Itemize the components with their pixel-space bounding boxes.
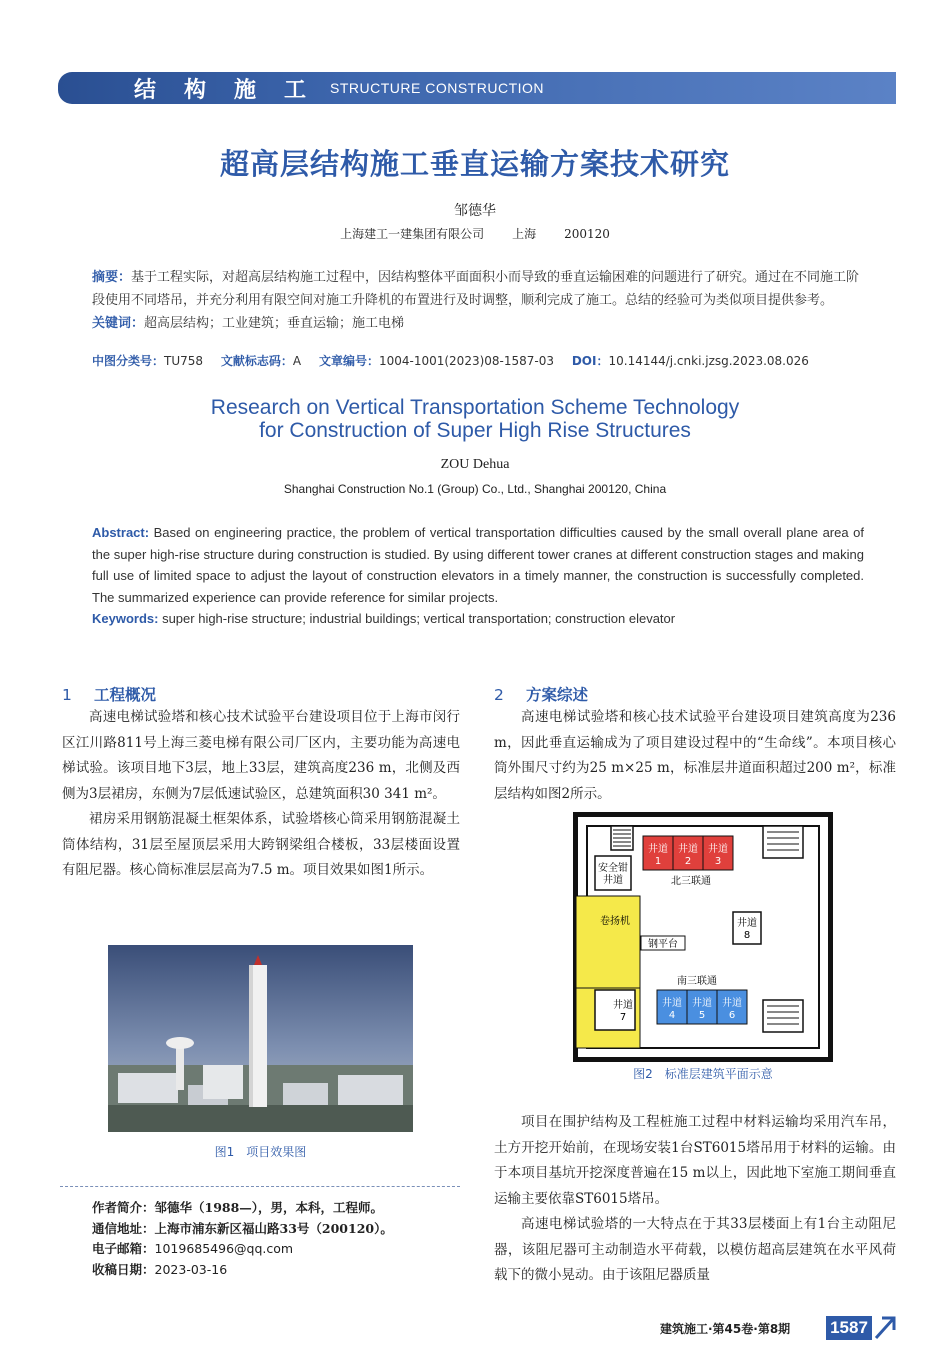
section-banner <box>58 72 896 104</box>
section-title: 工程概况 <box>94 686 157 704</box>
bio-text: 邹德华（1988—），男，本科，工程师。 <box>154 1200 384 1215</box>
clc-value: TU758 <box>164 354 204 368</box>
section-2-body-2 <box>494 1110 896 1289</box>
label-shaft: 井道 <box>613 1000 633 1011</box>
abstract-en <box>92 522 864 630</box>
email-row <box>92 1239 393 1260</box>
date-text: 2023-03-16 <box>154 1261 228 1277</box>
art-value: 1004-1001(2023)08-1587-03 <box>378 354 555 368</box>
addr-label: 通信地址： <box>92 1220 155 1236</box>
affiliation-zip: 200120 <box>564 227 610 241</box>
section-title: 方案综述 <box>526 686 589 704</box>
paragraph: 高速电梯试验塔和核心技术试验平台建设项目位于上海市闵行区江川路811号上海三菱电梯有限公司厂区内，主要功能为高速电梯试验。该项目地下3层，地上33层，建筑高度236 m，北侧及西侧为3层裙房，东侧为7层低速试验区，总建筑面积30 341 m²。 <box>62 709 460 802</box>
doc-value: A <box>292 354 302 368</box>
author-zh: 邹德华 <box>454 203 496 219</box>
date-label: 收稿日期： <box>92 1261 155 1277</box>
section-1-heading <box>62 683 156 705</box>
date-row <box>92 1260 393 1281</box>
figure-1-caption: 图1 项目效果图 <box>214 1145 307 1159</box>
keywords-en-label: Keywords: <box>92 611 159 626</box>
label-shaft-num: 7 <box>619 1012 627 1023</box>
section-title-zh: 结构施工 <box>134 77 335 103</box>
affiliation-city: 上海 <box>512 227 537 241</box>
label-shaft: 井道 <box>692 998 712 1009</box>
doi-label: DOI： <box>571 354 609 368</box>
affiliation-org: 上海建工一建集团有限公司 <box>340 227 485 241</box>
art-label: 文章编号： <box>318 354 379 368</box>
page-number: 1587 <box>826 1316 872 1340</box>
abstract-label: 摘要： <box>92 270 132 285</box>
doc-label: 文献标志码： <box>220 354 293 368</box>
label-shaft-num: 4 <box>668 1010 676 1021</box>
paper-title-zh: 超高层结构施工垂直运输方案技术研究 <box>219 147 730 181</box>
label-shaft-num: 1 <box>654 856 662 867</box>
abstract-zh <box>92 266 864 335</box>
paper-title-en <box>0 396 950 442</box>
clc-label: 中图分类号： <box>92 354 165 368</box>
label-shaft-num: 6 <box>728 1010 736 1021</box>
author-footnote <box>92 1198 393 1280</box>
abstract-text: 基于工程实际，对超高层结构施工过程中，因结构整体平面面积小而导致的垂直运输困难的问题进行了研究。通过在不同施工阶段使用不同塔吊，并充分利用有限空间对施工升降机的布置进行及时调整，顺利完成了施工。总结的经验可为类似项目提供参考。 <box>92 270 860 308</box>
addr-text: 上海市浦东新区福山路33号（200120）。 <box>154 1220 393 1236</box>
affiliation-zh <box>0 225 950 242</box>
bio-label: 作者简介： <box>92 1200 155 1215</box>
bio-row <box>92 1198 393 1219</box>
email-text: 1019685496@qq.com <box>154 1241 294 1256</box>
paragraph: 高速电梯试验塔的一大特点在于其33层楼面上有1台主动阻尼器，该阻尼器可主动制造水平荷载，以模仿超高层建筑在水平风荷载下的微小晃动。由于该阻尼器质量 <box>494 1216 896 1283</box>
figure-2-caption: 图2 标准层建筑平面示意 <box>633 1067 773 1081</box>
section-2-heading <box>494 683 588 705</box>
paragraph: 项目在围护结构及工程桩施工过程中材料运输均采用汽车吊，土方开挖开始前，在现场安装1台ST6015塔吊用于材料的运输。由于本项目基坑开挖深度普遍在15 m以上，因此地下室施工期间垂直运输主要依靠ST6015塔吊。 <box>494 1114 896 1207</box>
paragraph: 裙房采用钢筋混凝土框架体系，试验塔核心筒采用钢筋混凝土筒体结构，31层至屋顶层采用大跨钢梁组合楼板，33层楼面设置有阻尼器。核心筒标准层层高为7.5 m。项目效果如图1所示。 <box>62 811 460 878</box>
address-row <box>92 1219 393 1240</box>
figure-1-image <box>108 945 413 1132</box>
label-shaft-num: 5 <box>698 1010 706 1021</box>
keywords-label: 关键词： <box>92 316 145 331</box>
label-shaft: 井道 <box>737 918 757 929</box>
label-winch: 卷扬机 <box>600 916 630 927</box>
corner-arrow-icon <box>874 1314 896 1340</box>
footnote-divider <box>60 1186 460 1187</box>
keywords-text: 超高层结构；工业建筑；垂直运输；施工电梯 <box>144 316 405 331</box>
label-shaft: 井道 <box>678 844 698 855</box>
section-number: 1 <box>62 686 72 704</box>
email-label: 电子邮箱： <box>92 1241 155 1256</box>
journal-footer: 建筑施工·第45卷·第8期 <box>660 1322 791 1336</box>
section-title-en: STRUCTURE CONSTRUCTION <box>330 80 545 96</box>
title-en-line1: Research on Vertical Transportation Scheme Technology <box>210 396 740 419</box>
label-north-passage: 北三联通 <box>671 876 711 887</box>
label-shaft: 井道 <box>648 844 668 855</box>
paragraph: 高速电梯试验塔和核心技术试验平台建设项目建筑高度为236 m，因此垂直运输成为了项目建设过程中的“生命线”。本项目核心筒外围尺寸约为25 m×25 m，标准层井道面积超过200 m²，标准层结构如图2所示。 <box>494 709 896 802</box>
classification-row <box>92 352 809 369</box>
abstract-en-text: Based on engineering practice, the problem of vertical transportation difficulties caused by the small overall plane area of the super high-rise structure during construction is studied. By using different tower cranes at different construction stages and making full use of limited space to adjust the layout of construction elevators in a timely manner, the construction is successfully completed. The summarized experience can provide reference for similar projects. <box>92 525 864 605</box>
abstract-en-label: Abstract: <box>92 525 150 540</box>
keywords-en-text: super high-rise structure; industrial buildings; vertical transportation; construction elevator <box>158 611 676 626</box>
label-steel-platform: 钢平台 <box>648 939 678 950</box>
author-en: ZOU Dehua <box>440 457 510 472</box>
doi-value: 10.14144/j.cnki.jzsg.2023.08.026 <box>608 354 809 368</box>
label-shaft: 井道 <box>722 998 742 1009</box>
section-2-body-1 <box>494 705 896 807</box>
label-south-passage: 南三联通 <box>677 976 717 987</box>
label-safety: 安全钳 <box>598 863 628 874</box>
label-safety-shaft: 井道 <box>603 875 623 886</box>
affiliation-en: Shanghai Construction No.1 (Group) Co., Ltd., Shanghai 200120, China <box>283 482 667 496</box>
figure-2-plan <box>573 812 833 1062</box>
label-shaft-num: 3 <box>714 856 722 867</box>
section-number: 2 <box>494 686 504 704</box>
title-en-line2: for Construction of Super High Rise Structures <box>259 419 691 442</box>
label-shaft-num: 8 <box>743 930 751 941</box>
label-shaft: 井道 <box>708 844 728 855</box>
section-1-body <box>62 705 460 884</box>
label-shaft-num: 2 <box>684 856 692 867</box>
label-shaft: 井道 <box>662 998 682 1009</box>
